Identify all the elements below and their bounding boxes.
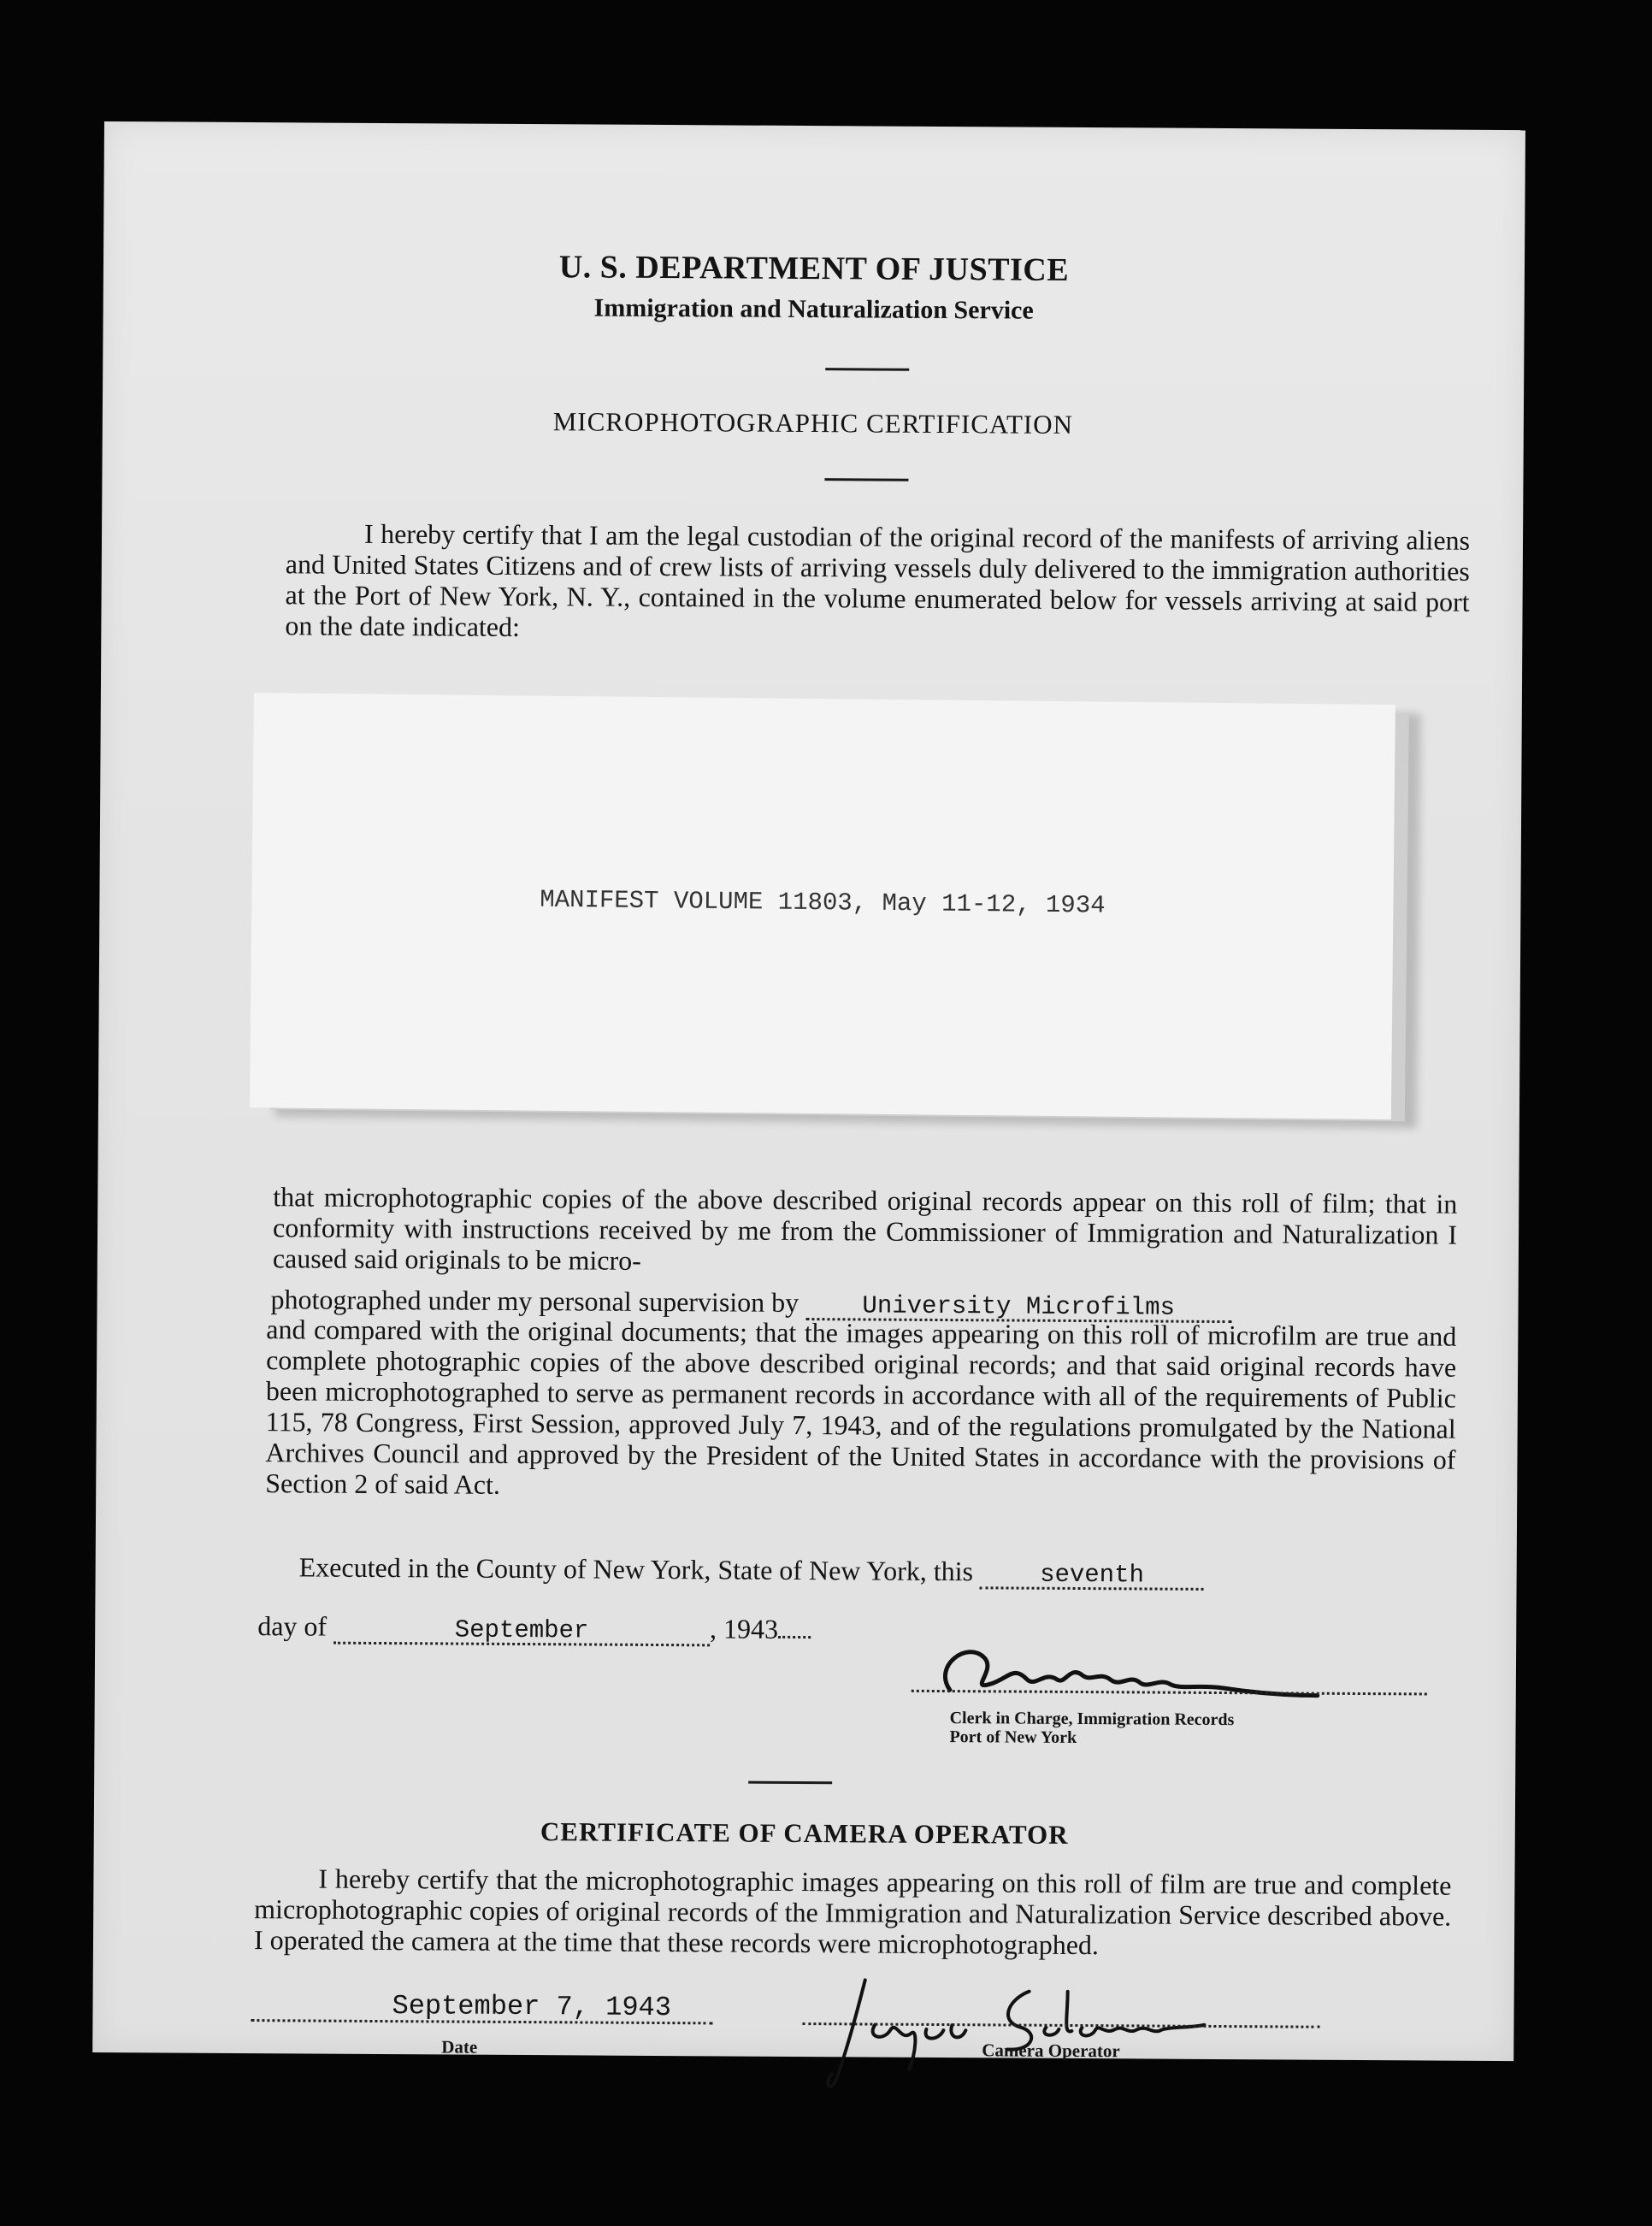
operator-company-value: University Microfilms	[862, 1291, 1176, 1322]
executed-year: , 1943	[709, 1613, 779, 1644]
divider-mid	[824, 478, 908, 481]
camera-date-label: Date	[441, 2036, 478, 2058]
divider-top	[825, 368, 909, 371]
executed-month-value: September	[454, 1615, 589, 1645]
executed-day-field	[980, 1562, 1204, 1591]
camera-date-value: September 7, 1943	[392, 1990, 672, 2024]
supervision-prefix: photographed under my personal supervision by	[270, 1284, 799, 1318]
clerk-title-line1: Clerk in Charge, Immigration Records	[949, 1709, 1235, 1730]
certification-heading: MICROPHOTOGRAPHIC CERTIFICATION	[552, 406, 1074, 440]
camera-operator-paragraph: I hereby certify that the microphotographic images appearing on this roll of film are true and complete microphotographic copies of original records of the Immigration and Naturalization Service described above. I operated the camera at the time that these records were microphotographed.	[253, 1863, 1452, 1961]
camera-operator-label: Camera Operator	[982, 2040, 1120, 2062]
certificate-page	[92, 121, 1525, 2061]
intro-paragraph: I hereby certify that I am the legal custodian of the original record of the manifests of arriving aliens and United States Citizens and of crew lists of arriving vessels duly delivered to the immigration authorities at the Port of New York, N. Y., contained in the volume enumerated below for vessels arriving at said port on the date indicated:	[285, 517, 1471, 642]
body-paragraph-part2: and compared with the original documents; that the images appearing on this roll of microfilm are true and complete photographic copies of the above described original records; and that said original records have been microphotographed to serve as permanent records in accordance with all of the requirements of Public 115, 78 Congress, First Session, approved July 7, 1943, and of the regulations promulgated by the National Archives Council and approved by the President of the United States in accordance with the provisions of Section 2 of said Act.	[265, 1314, 1457, 1500]
executed-prefix: Executed in the County of New York, State of New York, this	[298, 1551, 974, 1587]
clerk-title	[949, 1709, 1234, 1748]
clerk-signature	[916, 1632, 1361, 1711]
camera-operator-signature	[815, 1973, 1218, 2104]
year-dots	[778, 1636, 811, 1639]
day-of-line	[257, 1610, 811, 1647]
manifest-volume-text: MANIFEST VOLUME 11803, May 11-12, 1934	[540, 885, 1106, 920]
executed-day-value: seventh	[1040, 1560, 1145, 1590]
department-title: U. S. DEPARTMENT OF JUSTICE	[558, 249, 1070, 288]
executed-month-field	[333, 1615, 710, 1647]
day-of-prefix: day of	[257, 1610, 327, 1642]
camera-operator-heading: CERTIFICATE OF CAMERA OPERATOR	[540, 1816, 1069, 1850]
body-paragraph-part1: that microphotographic copies of the above described original records appear on this roll of film; that in conformity with instructions received by me from the Commissioner of Immigration and Naturalization I caused said originals to be micro-	[272, 1181, 1458, 1276]
clerk-title-line2: Port of New York	[949, 1727, 1077, 1747]
manifest-slip	[250, 693, 1395, 1119]
divider-bottom	[748, 1781, 832, 1785]
service-subtitle: Immigration and Naturalization Service	[593, 293, 1034, 325]
executed-line	[299, 1551, 1205, 1590]
